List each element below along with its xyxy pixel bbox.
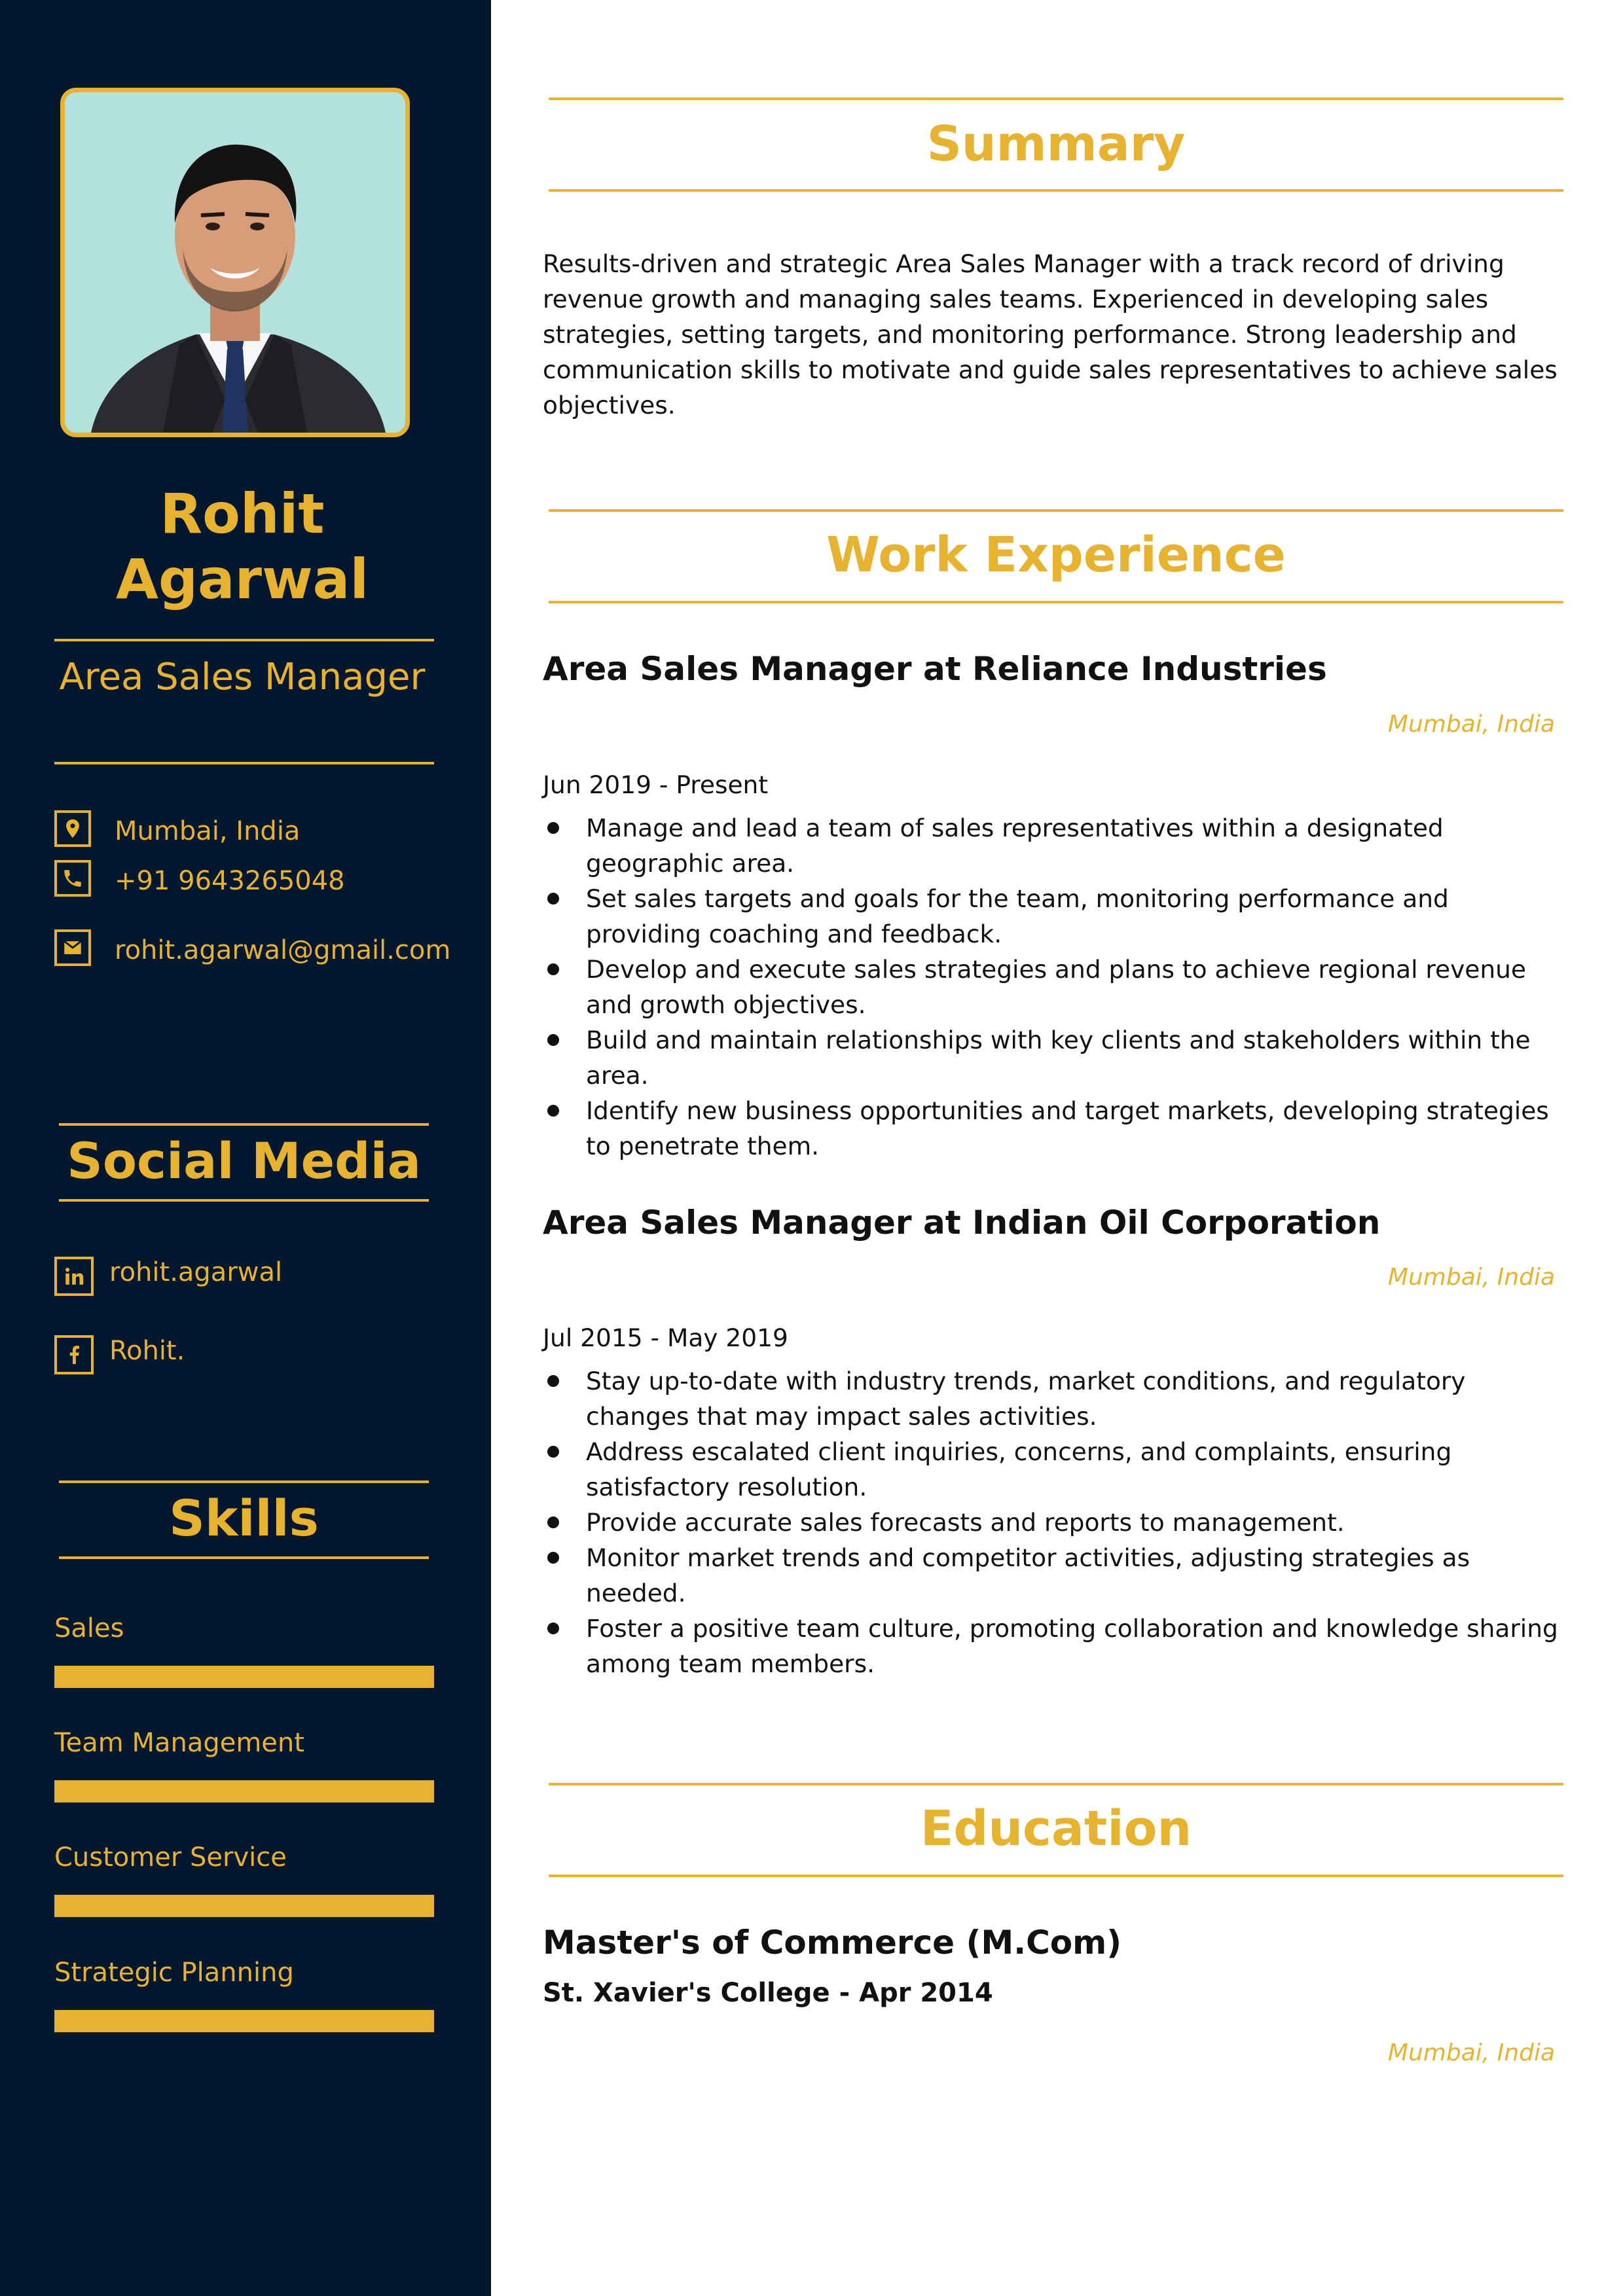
candidate-name: Rohit Agarwal	[115, 482, 369, 611]
contact-phone	[54, 860, 481, 902]
skill-bar	[54, 1666, 434, 1688]
job-location: Mumbai, India	[1387, 1264, 1555, 1291]
list-item: Provide accurate sales forecasts and reports to management.	[543, 1505, 1567, 1540]
phone-icon	[54, 860, 91, 897]
skill-bar-fill	[54, 1895, 434, 1917]
social-divider-top	[59, 1123, 429, 1126]
phone-text[interactable]: +91 9643265048	[115, 866, 345, 896]
education-heading: Education	[920, 1801, 1192, 1857]
list-item: Foster a positive team culture, promoting collaboration and knowledge sharing among team members.	[543, 1611, 1567, 1681]
skills-heading: Skills	[169, 1489, 319, 1547]
experience-divider-top	[549, 509, 1563, 512]
education-divider-top	[549, 1783, 1563, 1785]
linkedin-handle[interactable]: rohit.agarwal	[109, 1257, 283, 1287]
list-item: Manage and lead a team of sales representatives within a designated geographic area.	[543, 810, 1567, 881]
education-divider-bottom	[549, 1874, 1563, 1877]
social-heading: Social Media	[67, 1132, 421, 1190]
list-item: Monitor market trends and competitor activities, adjusting strategies as needed.	[543, 1540, 1567, 1611]
skills-divider-bottom	[59, 1556, 429, 1559]
social-facebook[interactable]	[54, 1335, 476, 1374]
job-responsibilities	[543, 1363, 1567, 1681]
skill-bar-fill	[54, 2010, 434, 2032]
list-item: Identify new business opportunities and target markets, developing strategies to penetrate them.	[543, 1093, 1567, 1164]
list-item: Develop and execute sales strategies and plans to achieve regional revenue and growth objectives.	[543, 952, 1567, 1022]
job-location: Mumbai, India	[1387, 711, 1555, 738]
social-divider-bottom	[59, 1199, 429, 1202]
school-name: St. Xavier's College - Apr 2014	[543, 1978, 993, 2008]
candidate-title: Area Sales Manager	[59, 656, 426, 698]
facebook-icon	[54, 1335, 94, 1374]
job-title: Area Sales Manager at Reliance Industries	[543, 650, 1327, 688]
list-item: Set sales targets and goals for the team, monitoring performance and providing coaching and feedback.	[543, 881, 1567, 952]
experience-divider-bottom	[549, 601, 1563, 603]
education-location: Mumbai, India	[1387, 2039, 1555, 2066]
skill-label: Customer Service	[54, 1842, 287, 1873]
social-linkedin[interactable]	[54, 1257, 476, 1296]
skill-label: Strategic Planning	[54, 1958, 294, 1988]
summary-heading: Summary	[926, 116, 1186, 172]
contact-email	[54, 929, 481, 971]
job-dates: Jul 2015 - May 2019	[543, 1323, 788, 1352]
degree-title: Master's of Commerce (M.Com)	[543, 1924, 1122, 1962]
list-item: Stay up-to-date with industry trends, market conditions, and regulatory changes that may impact sales activities.	[543, 1363, 1567, 1434]
skill-bar-fill	[54, 1780, 434, 1803]
list-item: Build and maintain relationships with key clients and stakeholders within the area.	[543, 1022, 1567, 1093]
profile-photo	[60, 88, 410, 437]
email-text[interactable]: rohit.agarwal@gmail.com	[115, 935, 451, 965]
summary-divider-top	[549, 98, 1563, 100]
summary-text: Results-driven and strategic Area Sales Manager with a track record of driving revenue growth and managing sales teams. Experienced in developing sales strategies, setting targets, and monitoring performance. Strong leadership and communication skills to motivate and guide sales representatives to achieve sales objectives.	[543, 249, 1558, 420]
skills-divider-top	[59, 1480, 429, 1483]
sidebar	[0, 0, 491, 2296]
skill-bar	[54, 1895, 434, 1917]
experience-heading: Work Experience	[826, 527, 1286, 583]
linkedin-icon	[54, 1257, 94, 1296]
skill-label: Sales	[54, 1613, 124, 1643]
title-divider	[54, 762, 434, 764]
skill-bar-fill	[54, 1666, 434, 1688]
location-text: Mumbai, India	[115, 816, 301, 846]
job-responsibilities	[543, 810, 1567, 1164]
mail-icon	[54, 929, 91, 966]
map-pin-icon	[54, 810, 91, 847]
name-divider	[54, 639, 434, 641]
list-item: Address escalated client inquiries, concerns, and complaints, ensuring satisfactory resolution.	[543, 1434, 1567, 1505]
skill-bar	[54, 1780, 434, 1803]
skill-label: Team Management	[54, 1728, 304, 1758]
skill-bar	[54, 2010, 434, 2032]
job-dates: Jun 2019 - Present	[543, 770, 769, 799]
job-title: Area Sales Manager at Indian Oil Corporation	[543, 1204, 1381, 1242]
summary-divider-bottom	[549, 189, 1563, 192]
contact-location	[54, 810, 481, 852]
facebook-handle[interactable]: Rohit.	[109, 1336, 185, 1366]
